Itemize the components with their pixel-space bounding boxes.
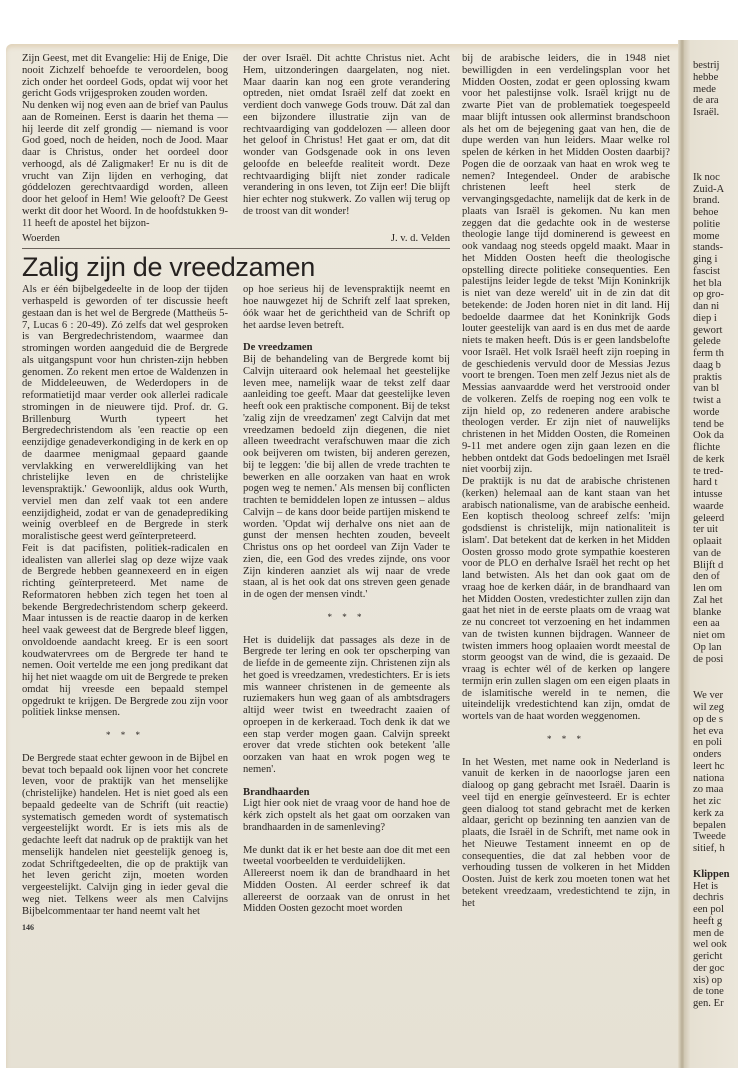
article-lower-columns — [22, 284, 450, 917]
article-column-2 — [243, 284, 450, 915]
text-line: Zal het — [693, 594, 723, 606]
text-line: dechris — [693, 892, 724, 904]
right-page-fragment-4 — [693, 869, 738, 1010]
paragraph: Het is duidelijk dat passages als deze in de Bergrede ter lering en ook ter opscherping van de liefde in de gemeente zijn. Christenen zijn als het goed is vreedzamen, vredestichters. Er is iets mis wanneer christenen in de gemeente als ruziemakers hun weg gaan of als ambtsdragers altijd weer twist en tweedracht zaaien of oproepen in de kerkeraad. Toch denk ik dat we een stap verder mogen gaan. Calvijn spreekt erover dat vrede stichten ook betekent 'alle oorzaken van haat en wrok pogen weg te nemen'. — [243, 634, 450, 775]
page-number: 146 — [22, 923, 34, 933]
section-heading: Brandhaarden — [243, 786, 310, 798]
text-line: leert hc — [693, 760, 725, 772]
text-line: gericht — [693, 951, 723, 962]
text-line: We ver — [693, 690, 724, 702]
text-line: het eva — [693, 725, 724, 737]
paragraph: Bij de behandeling van de Bergrede komt bij Calvijn uiteraard ook helemaal het geestelijke leven mee, namelijk waar de tekst zelf daar aanleiding toe geeft. Maar dat geestelijke leven heeft ook een praktische component. Bij de tekst 'zalig zijn de vreedzamen' zegt Calvijn dat met vreedzamen bedoeld zijn diegenen, die niet alleen tweedracht verafschuwen maar die zich ook beijveren om twisten, bij anderen gerezen, bij te leggen: 'die bij allen de vrede trachten te bewerken en alle oorzaken van haat en wrok pogen weg te nemen.' Als mensen bij conflicten trachten te bemiddelen lopen ze intussen – aldus Calvijn – de kans door beide partijen miskend te worden. 'Opdat wij derhalve ons niet aan de gunst der mensen hechten zouden, beveelt Christus ons op het oordeel van Zijn Vader te zien, die, een God des vredes zijnde, ons voor Zijn kinderen aanziet als wij naar de vrede staan, al is het ook dat ons streven geen genade in de ogen der mensen vindt.' — [243, 354, 450, 600]
text-line: gelede — [693, 336, 721, 348]
text-line: onders — [693, 749, 722, 760]
text-line: Het is — [693, 880, 719, 892]
text-line: diep i — [693, 312, 717, 324]
paragraph: De praktijk is nu dat de arabische christenen (kerken) helemaal aan de kant staan van het arabisch nationalisme, van de arabische eenheid. Een koptisch theoloog schreef zelfs: 'mijn godsdienst is christelijk, mijn nationaliteit is islam'. Dat betekent dat de kerken in het Midden Oosten grosso modo grote sympathie koesteren voor de PLO en derhalve Israël het recht op het land betwisten. Als het dan ook gaat om de vraag hoe de kerken dáár, in de brandhaard van het Midden Oosten, vredestichter zullen zijn dan gaat het niet in de eerste plaats om de vraag wat ze nu concreet tot verzoening en het indammen van de twisten kunnen bijdragen. Wanneer de twisten immers hoog oplaaien wordt meestal de storm geoogst van de wind, die is gezaaid. De vraag is echter wél of de kerken op langere termijn erin zullen slagen om een eigen plaats in de islamitische wereld in te nemen, die uiteindelijk vredestichtend kan zijn, omdat de wortels van de haat worden weggenomen. — [462, 476, 670, 722]
text-line: nationa — [693, 772, 725, 784]
text-line: van de — [693, 547, 721, 559]
paragraph: der over Israël. Dit achtte Christus niet. Acht Hem, uitzonderingen daargelaten, nog niet. Maar daarin kan nog een grote verandering optreden, niet omdat Israël zelf dat zoekt en verdient doch vanwege Gods trouw. Dát zal dan een bijzondere illustratie zijn van de rechtvaardiging van goddelozen — alleen door het geloof in Christus! Het gaat er om, dat dit wonder van Godsgenade ook in ons leven geloofde en beleefde realiteit wordt. Deze rechtvaardiging blijft niet zonder radicale verandering in ons leven, tot Zijn eer! Die blijft hier echter nog stukwerk. Zo vallen wij terug op de troost van dit wonder! — [243, 53, 450, 217]
text-line: Tweede — [693, 831, 726, 843]
text-line: en poli — [693, 737, 723, 749]
text-line: stands- — [693, 242, 724, 254]
right-page-fragment-2 — [693, 172, 738, 666]
text-line: Zuid-A — [693, 183, 725, 195]
text-line: twist a — [693, 395, 721, 406]
text-line: op gro- — [693, 289, 724, 301]
top-article-column-2 — [243, 53, 450, 218]
text-line: een aa — [693, 618, 720, 630]
text-line: flichte — [693, 442, 721, 453]
section-separator: * * * — [547, 733, 585, 744]
text-line: gewort — [693, 324, 723, 336]
section-separator: * * * — [106, 730, 144, 740]
text-line: ging i — [693, 254, 718, 265]
text-line: sitief, h — [693, 843, 725, 854]
right-page-text — [693, 60, 738, 1010]
text-line: den of — [693, 571, 720, 583]
text-line: worde — [693, 406, 720, 418]
text-line: gen. Er — [693, 998, 724, 1009]
text-line: mede — [693, 83, 716, 95]
text-line: heeft g — [693, 915, 723, 927]
text-line: de kerk — [693, 453, 725, 465]
text-line: het zic — [693, 796, 721, 807]
text-line: Blijft d — [693, 559, 724, 571]
text-line: zo maa — [693, 784, 724, 796]
text-line: de posi — [693, 653, 724, 665]
divider — [22, 248, 450, 249]
text-line: Ik noc — [693, 171, 720, 183]
text-line: hebbe — [693, 71, 719, 83]
text-line: waarde — [693, 500, 724, 512]
byline-place: Woerden — [22, 233, 60, 245]
text-line: de ara — [693, 95, 719, 107]
text-line: wel ook — [693, 939, 727, 951]
text-line: daag b — [693, 359, 721, 371]
text-line: het bla — [693, 277, 722, 289]
text-line: Ook da — [693, 430, 724, 442]
text-line: te tred- — [693, 465, 724, 477]
text-line: behoe — [693, 207, 719, 218]
right-page-fragment-1 — [693, 60, 738, 119]
text-line: bepalen — [693, 819, 726, 831]
text-line: geleerd — [693, 512, 725, 524]
article-title: Zalig zijn de vreedzamen — [22, 252, 315, 283]
text-line: oplaait — [693, 536, 722, 547]
paragraph: Feit is dat pacifisten, politiek-radicalen en idealisten van allerlei slag op deze wijze vaak de Bergrede hebben geannexeerd en in eigen richting geïnterpreteerd. Met name de Reformatoren hebben zich tegen het toen al bekende Bergredechristendom scherp gekeerd. Maar intussen is de reactie daarop in de kerken heel vaak geweest dat de Bergrede bleef liggen, onvoldoende aandacht kreeg. Er is een soort koudwatervrees om de Bergrede ter hand te nemen. Ooit vertelde me een jong predikant dat hij het niet waagde om uit de Bergrede te preken omdat hij vreesde een bepaald stempel opgedrukt te krijgen. De Bergrede zou zijn voor politiek linkse mensen. — [22, 542, 229, 719]
text-line: hard t — [693, 477, 718, 489]
text-line: tend be — [693, 418, 724, 430]
right-page-fragment-3 — [693, 690, 738, 855]
text-line: niet om — [693, 630, 726, 641]
byline-author: J. v. d. Velden — [390, 233, 450, 245]
paragraph: Me dunkt dat ik er het beste aan doe dit met een tweetal voorbeelden te verduidelijken. — [243, 844, 450, 868]
paragraph: Nu denken wij nog even aan de brief van Paulus aan de Romeinen. Eerst is daarin het thema — hij leerde dit zelf grondig — niemand is voor God goed, noch de heiden, noch de Jood. Maar daar is Christus, onder het oordeel door verhoogd, als dé Zaligmaker! Er nu is dit de vrucht van Zijn lijden en verhoging, dat góddelozen gerechtvaardigd worden, alleen door het geloof in Hem! Wie gelooft? De Geest werkt dit door het Woord. In de hoofdstukken 9-11 heeft de apostel het bijzon- — [22, 100, 228, 229]
paragraph: Ligt hier ook niet de vraag voor de hand hoe de kérk zich opstelt als het gaat om oorzaken van brandhaarden in de samenleving? — [243, 798, 450, 833]
top-article-column-1 — [22, 53, 228, 229]
paragraph: In het Westen, met name ook in Nederland is vanuit de kerken in de naoorlogse jaren een dialoog op gang gebracht met Israël. Daarin is veel tijd en energie geïnvesteerd. Er is echter geen dialoog tot stand gebracht met de kerken aldaar, gericht op bezinning ten aanzien van de plaats, die Israël in de Schrift, met name ook in het Nieuwe Testament inneemt en op de consequenties, die dat zal hebben voor de verhouding tussen de volkeren in het Midden Oosten. Juist de kerk zou moeten tonen wat het betekent vreedzaam, vredestichtend te zijn, in het — [462, 756, 670, 909]
text-line: bestrij — [693, 60, 720, 71]
text-line: een pol — [693, 904, 724, 915]
text-line: brand. — [693, 195, 720, 207]
text-line: blanke — [693, 606, 722, 618]
text-line: van bl — [693, 383, 720, 395]
paragraph: Zijn Geest, met dit Evangelie: Hij de Enige, Die nooit Zichzelf behoefde te veroordelen, boog zich onder het oordeel Gods, opdat wij voor het gericht Gods vrijgesproken zouden worden. — [22, 53, 228, 100]
text-line: Op lan — [693, 641, 722, 653]
section-separator: * * * — [327, 611, 366, 622]
text-line: der goc — [693, 962, 725, 974]
text-line: intusse — [693, 489, 723, 500]
paragraph: Allereerst noem ik dan de brandhaard in het Midden Oosten. Al eerder schreef ik dat allereerst de oorzaak van de onrust in het Midden Oosten gezocht moet worden — [243, 868, 450, 915]
byline — [22, 233, 450, 245]
text-line: wil zeg — [693, 702, 724, 713]
paragraph: bij de arabische leiders, die in 1948 niet bewilligden in een verdelingsplan voor het Midden Oosten, zodat er geen oplossing kwam voor het palestijnse volk. Israël krijgt nu de zwarte Piet van de problematiek toegespeeld maar blijft intussen ook allerminst brandschoon als het om de bejegening gaat van hen, die de dupe werden van hun leiders. Maar welke rol spelen de kérken in het Midden Oosten daarbij? Pogen die de oorzaak van haat en wrok weg te nemen? Integendeel. Onder de arabische christenen leeft heel sterk de vervangingsgedachte, namelijk dat de kerk in de plaats van Israël is gekomen. Nu kan men zeggen dat die gedachte ook in de westerse theologie lange tijd dominerend is geweest en ook vandaag nog steeds opgeld maakt. Maar in het Midden Oosten heeft die theologische opstelling directe politieke consequenties. Een palestijns leider legde de tekst 'Mijn Koninkrijk is niet van deze wereld' uit in de zin dat dit betekende: de Joden horen niet in dit land. Hij bedoelde daarmee dat het Koninkrijk Gods louter geestelijk van aard is en dus met de aarde niets te maken heeft. Dús is er geen landsbelofte voor Israël. Het volk Israël heeft zijn roeping in de geschiedenis vervuld door de Messias Jezus voort te brengen. Toen men zelf Jezus niet als de Messias aanvaardde werd het verstrooid onder de volkeren. Zelfs de roeping nog een volk te zijn hield op, zo redeneren andere arabische theologen verder. Er zijn niet of nauwelijks christenen in het Midden Oosten, die Romeinen 9-11 met andere ogen zijn gaan lezen en die hebben ontdekt dat Gods bedoelingen met Israël niet voorbij zijn. — [462, 53, 670, 476]
text-line: kerk za — [693, 807, 724, 819]
left-columns-area — [22, 0, 450, 947]
section-heading: De vreedzamen — [243, 342, 313, 354]
text-line: praktis — [693, 371, 722, 383]
text-line: ferm th — [693, 348, 724, 359]
paragraph: op hoe serieus hij de levenspraktijk neemt en hoe nauwgezet hij de Schrift zelf laat spreken, óók waar het de gerichtheid van de Schrift op het aardse leven betreft. — [243, 284, 450, 331]
text-line: Israël. — [693, 107, 720, 118]
top-article — [22, 53, 450, 229]
text-line: fascist — [693, 265, 721, 277]
article-column-1 — [22, 284, 228, 917]
paragraph: De Bergrede staat echter gewoon in de Bijbel en bevat toch bepaald ook lijnen voor het concrete leven, voor de praktijk van het menselijke (christelijke) handelen. Het is niet goed als een bepaald gedeelte van de Schrift (uit reactie) systematisch gemeden wordt of systematisch vergeestelijkt wordt. Er is iets mis als de gedachte leeft dat nadruk op de praktijk van het menselijk handelen niet geestelijk genoeg is, zodat Schriftgedeelten, die op de praktijk van het leven gericht zijn, moeten worden vergeestelijkt. Calvijn ging in ieder geval die weg niet. Telkens weer als men Calvijns Bijbelcommentaar ter hand neemt valt het — [22, 752, 228, 917]
paragraph: Als er één bijbelgedeelte in de loop der tijden verhaspeld is geworden of ter discussie heeft gestaan dan is het wel de Bergrede (Mattheüs 5-7, Lucas 6 : 20-49). Zó zelfs dat wel gesproken is van Bergredechristendom, waarmee dan stromingen worden aangeduid die de Bergrede als uitgangspunt voor hun christen-zijn hebben genomen. Zo rekent men ertoe de Waldenzen in de Middeleeuwen, de Wederdopers in de reformatietijd maar verder ook allerlei radicale stromingen in de nieuwere tijd. Prof. dr. G. Brillenburg Wurth typeert het Bergredechristendom als 'een reactie op een eenzijdige genadeverkondiging in de kerk en op de daarmee menigmaal gepaard gaande vervlakking en verwereldlijking van het christelijke leven en de christelijke levenspraktijk.' Gewoonlijk, aldus ook Wurth, verviel men dan zelf vaak tot een andere eenzijdigheid, zodat er van de genadeprediking weinig overbleef en de Bergrede in sterk moralistische geest werd geïnterpreteerd. — [22, 284, 228, 542]
text-line: ter uit — [693, 524, 719, 536]
text-line: politie — [693, 218, 721, 230]
text-line: len om — [693, 583, 723, 594]
section-heading: Klippen — [693, 868, 730, 880]
text-line: dan ni — [693, 301, 720, 312]
text-line: men de — [693, 927, 724, 939]
text-line: de tone — [693, 986, 724, 998]
article-column-3 — [462, 53, 670, 909]
text-line: mome — [693, 230, 720, 242]
text-line: xis) op — [693, 974, 723, 986]
text-line: op de s — [693, 713, 724, 725]
